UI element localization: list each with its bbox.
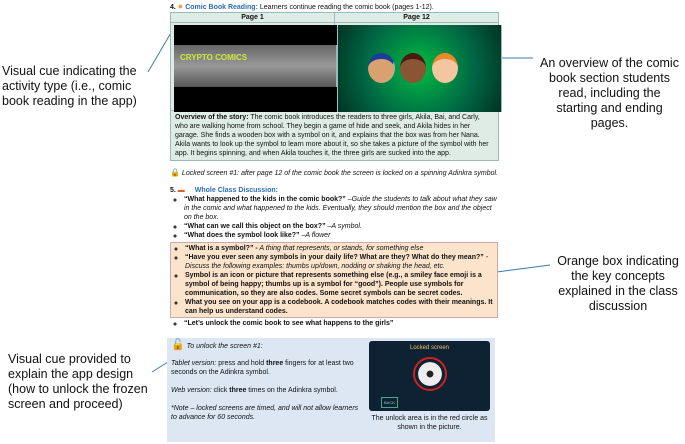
annotation-overview: An overview of the comic book section students read, including the starting and ending pages. (540, 56, 679, 130)
story-overview: Overview of the story: The comic book introduces the readers to three girls, Akila, Bai, and Carly, who are walking home from school. They begin a game of hide and seek, and Akila hides in her garage. She finds a wooden box with a symbol on it, and explains that the box was from her Nana. Akila wants to look up the symbol to learn more about it, so she takes a picture of the symbol with her app. It begins spinning, and when Akila touches it, the three girls are sucked into the app. (175, 114, 489, 157)
comic-table: Page 1 Page 12 CRYPTO COMICS Overview of the story: The comic book introduces the readers to three girls, Akila, Bai, and Carly, who are walking home from school. They begin a game of hide and seek, and Akila hides in her garage. She finds a wooden box with a symbol on it, and explains that the box was from her Nana. Akila wants to look up the symbol to learn more about it, so she takes a picture of the symbol with her app. It begins spinning, and when Akila touches it, the three girls are sucked into the app. (170, 12, 499, 161)
lock-icon: 🔒 (170, 168, 180, 177)
annotation-orange-box: Orange box indicating the key concepts explained in the class discussion (557, 254, 679, 313)
list-item: ◦ Symbol is an icon or picture that represents something else (e.g., a smiley face emoji is a symbol of being happy; thumbs up is a symbol for “good”). People use symbols for communication, so they are also codes. Some secret symbols can be secret codes. (185, 271, 497, 298)
annotation-activity-cue: Visual cue indicating the activity type (i.e., comic book reading in the app) (2, 64, 137, 108)
list-item: ◦ “Have you ever seen any symbols in your daily life? What are they? What do they mean?” -Discuss the following examples: thumbs up/down, nodding or shaking the head, etc. (185, 253, 497, 271)
list-item: ◦ What you see on your app is a codebook. A codebook matches codes with their meanings. It can help us understand codes. (185, 298, 497, 316)
chat-icon: ▬ (177, 187, 185, 194)
list-item: ◦ “What is a symbol?” - A thing that represents, or stands, for something else (185, 244, 497, 253)
locked-screen-image: Locked screen BACK (369, 341, 490, 411)
list-item: ◦ “What can we call this object on the box?” –A symbol. (184, 222, 498, 231)
comic-page-12-image (338, 25, 502, 112)
list-item: ◦ “What happened to the kids in the comic book?” –Guide the students to talk about what they saw in the comic and what happened to the kids. Eventually, they should mention the box and the object on the box. (184, 195, 498, 222)
step5: 5. ▬ Whole Class Discussion: ◦ “What happened to the kids in the comic book?” –Guide the students to talk about what they saw in the comic and what happened to the kids. Eventually, they should mention the box and the object on the box. ◦ “What can we call this object on the box?” –A symbol. ◦ “What does the symbol look like?” –A flower ◦ “What is a symbol?” - A thing that represents, or stands, for something else ◦ “Have you ever seen any symbols in your daily life? What are they? What do they mean?” -Discuss the following examples: thumbs up/down, nodding or shaking the head, etc. ◦ Symbol is an icon or picture that represents something else (e.g., a smiley face emoji is a symbol of being happy; thumbs up is a symbol for “good”). People use symbols for communication, so they are also codes. Some secret symbols can be secret codes. ◦ What you see on your app is a codebook. A codebook matches codes with their meanings. It can help us understand codes. ◦ “Let’s unlock the comic book to see what happens to the girls” (170, 186, 498, 328)
comic-page-1-image: CRYPTO COMICS (174, 25, 338, 112)
step4-heading: 4. ● Comic Book Reading: Learners continue reading the comic book (pages 1-12). (170, 1, 434, 11)
back-button[interactable]: BACK (381, 397, 398, 408)
list-item: ◦ “What does the symbol look like?” –A flower (184, 231, 498, 240)
list-item: ◦ “Let’s unlock the comic book to see what happens to the girls” (184, 319, 498, 328)
locked-screen-note: 🔒 Locked screen #1: after page 12 of the comic book the screen is locked on a spinning Adinkra symbol. (170, 168, 499, 177)
adinkra-symbol (413, 357, 447, 391)
key-concepts-box (170, 242, 498, 318)
hand-icon: ● (177, 1, 184, 11)
image-caption: The unlock area is in the red circle as shown in the picture. (371, 415, 488, 431)
unlock-icon: 🔓 (171, 339, 185, 351)
unlock-instructions-box: 🔓 To unlock the screen #1: Tablet version: press and hold three fingers for at least two seconds on the Adinkra symbol. Web version: click three times on the Adinkra symbol. *Note – locked screens are timed, and will not allow learners to advance for 60 seconds. Locked screen BACK The unlock area is in the red circle as shown in the picture. (167, 338, 495, 442)
annotation-design-cue: Visual cue provided to explain the app design (how to unlock the frozen screen and proceed) (8, 352, 148, 411)
